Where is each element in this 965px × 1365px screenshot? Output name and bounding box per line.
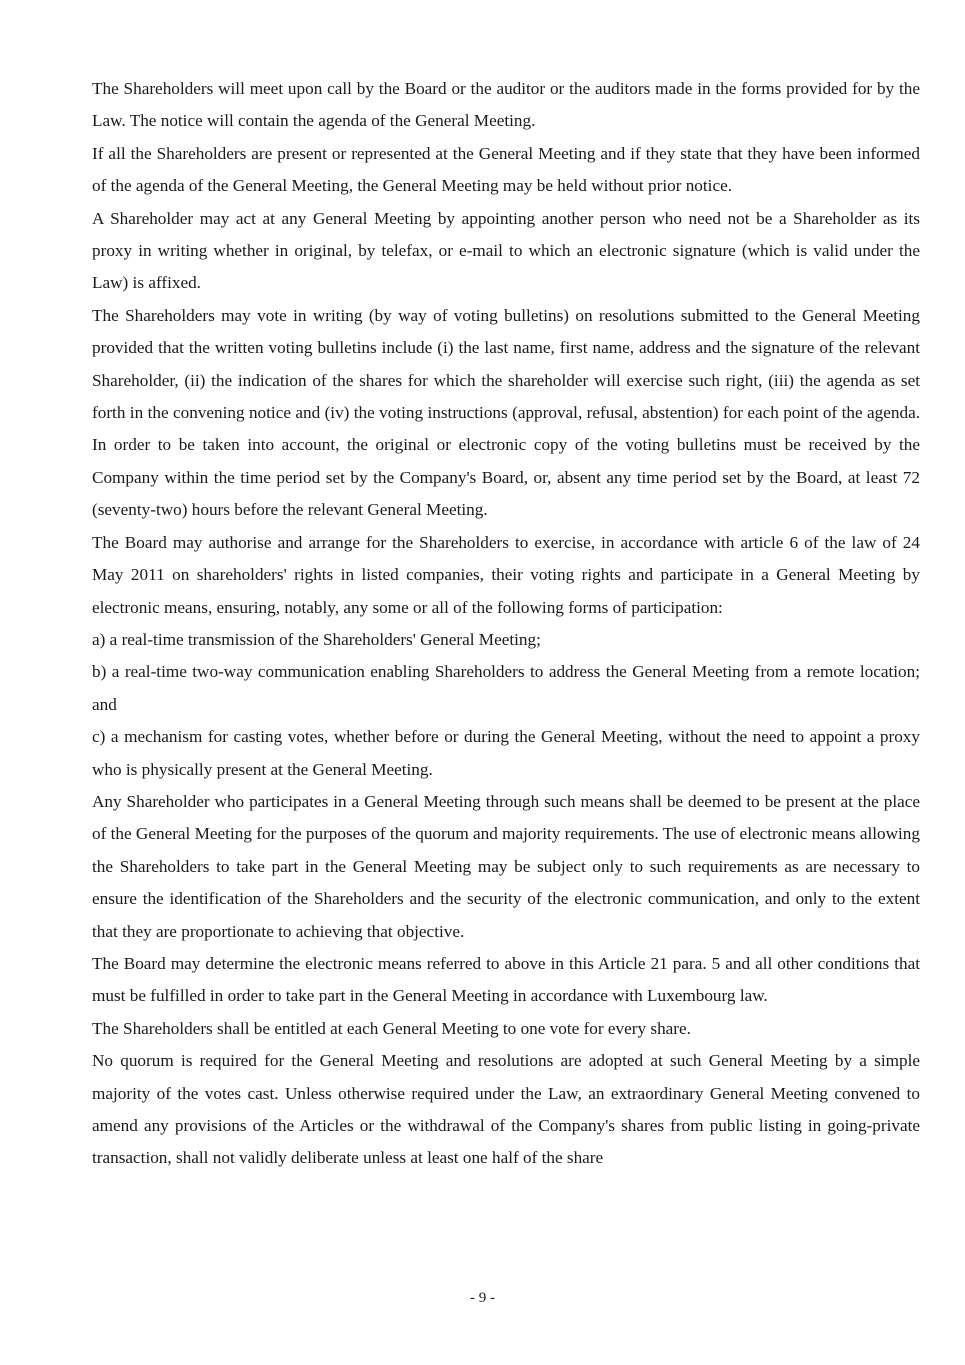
paragraph-board-determine: The Board may determine the electronic means referred to above in this Article 21 para. 5 and all other conditions that must be fulfilled in order to take part in the General Meeting in accordance with Luxembourg law. bbox=[92, 953, 920, 1006]
paragraph-voting-bulletins: The Shareholders may vote in writing (by way of voting bulletins) on resolutions submitted to the General Meeting provided that the written voting bulletins include (i) the last name, first name, address and the signature of the relevant Shareholder, (ii) the indication of the shares for which the shareholder will exercise such right, (iii) the agenda as set forth in the convening notice and (iv) the voting instructions (approval, refusal, abstention) for each point of the agenda. In order to be taken into account, the original or electronic copy of the voting bulletins must be received by the Company within the time period set by the Company's Board, or, absent any time period set by the Board, at least 72 (seventy-two) hours before the relevant General Meeting. bbox=[92, 305, 920, 520]
list-item-a: a) a real-time transmission of the Shareholders' General Meeting; bbox=[92, 629, 541, 649]
paragraph-meeting-call: The Shareholders will meet upon call by the Board or the auditor or the auditors made in the forms provided for by the Law. The notice will contain the agenda of the General Meeting. bbox=[92, 79, 920, 131]
page-number: - 9 - bbox=[470, 1290, 495, 1306]
paragraph-electronic-means: The Board may authorise and arrange for the Shareholders to exercise, in accordance with article 6 of the law of 24 May 2011 on shareholders' rights in listed companies, their voting rights and participate in a General Meeting by electronic means, ensuring, notably, any some or all of the following forms of participation: bbox=[92, 532, 920, 617]
paragraph-one-vote: The Shareholders shall be entitled at each General Meeting to one vote for every share. bbox=[92, 1018, 691, 1038]
paragraph-quorum: No quorum is required for the General Meeting and resolutions are adopted at such General Meeting by a simple majority of the votes cast. Unless otherwise required under the Law, an extraordinary General Meeting convened to amend any provisions of the Articles or the withdrawal of the Company's shares from public listing in going-private transaction, shall not validly deliberate unless at least one half of the share bbox=[92, 1051, 920, 1168]
list-item-b: b) a real-time two-way communication enabling Shareholders to address the General Meeting from a remote location; and bbox=[92, 662, 920, 714]
paragraph-without-notice: If all the Shareholders are present or represented at the General Meeting and if they state that they have been informed of the agenda of the General Meeting, the General Meeting may be held without prior notice. bbox=[92, 143, 920, 196]
paragraph-proxy: A Shareholder may act at any General Meeting by appointing another person who need not be a Shareholder as its proxy in writing whether in original, by telefax, or e-mail to which an electronic signature (which is valid under the Law) is affixed. bbox=[92, 208, 920, 293]
document-body bbox=[92, 73, 920, 1175]
paragraph-deemed-present: Any Shareholder who participates in a General Meeting through such means shall be deemed to be present at the place of the General Meeting for the purposes of the quorum and majority requirements. The use of electronic means allowing the Shareholders to take part in the General Meeting may be subject only to such requirements as are necessary to ensure the identification of the Shareholders and the security of the electronic communication, and only to the extent that they are proportionate to achieving that objective. bbox=[92, 791, 920, 941]
list-item-c: c) a mechanism for casting votes, whether before or during the General Meeting, without the need to appoint a proxy who is physically present at the General Meeting. bbox=[92, 727, 920, 779]
